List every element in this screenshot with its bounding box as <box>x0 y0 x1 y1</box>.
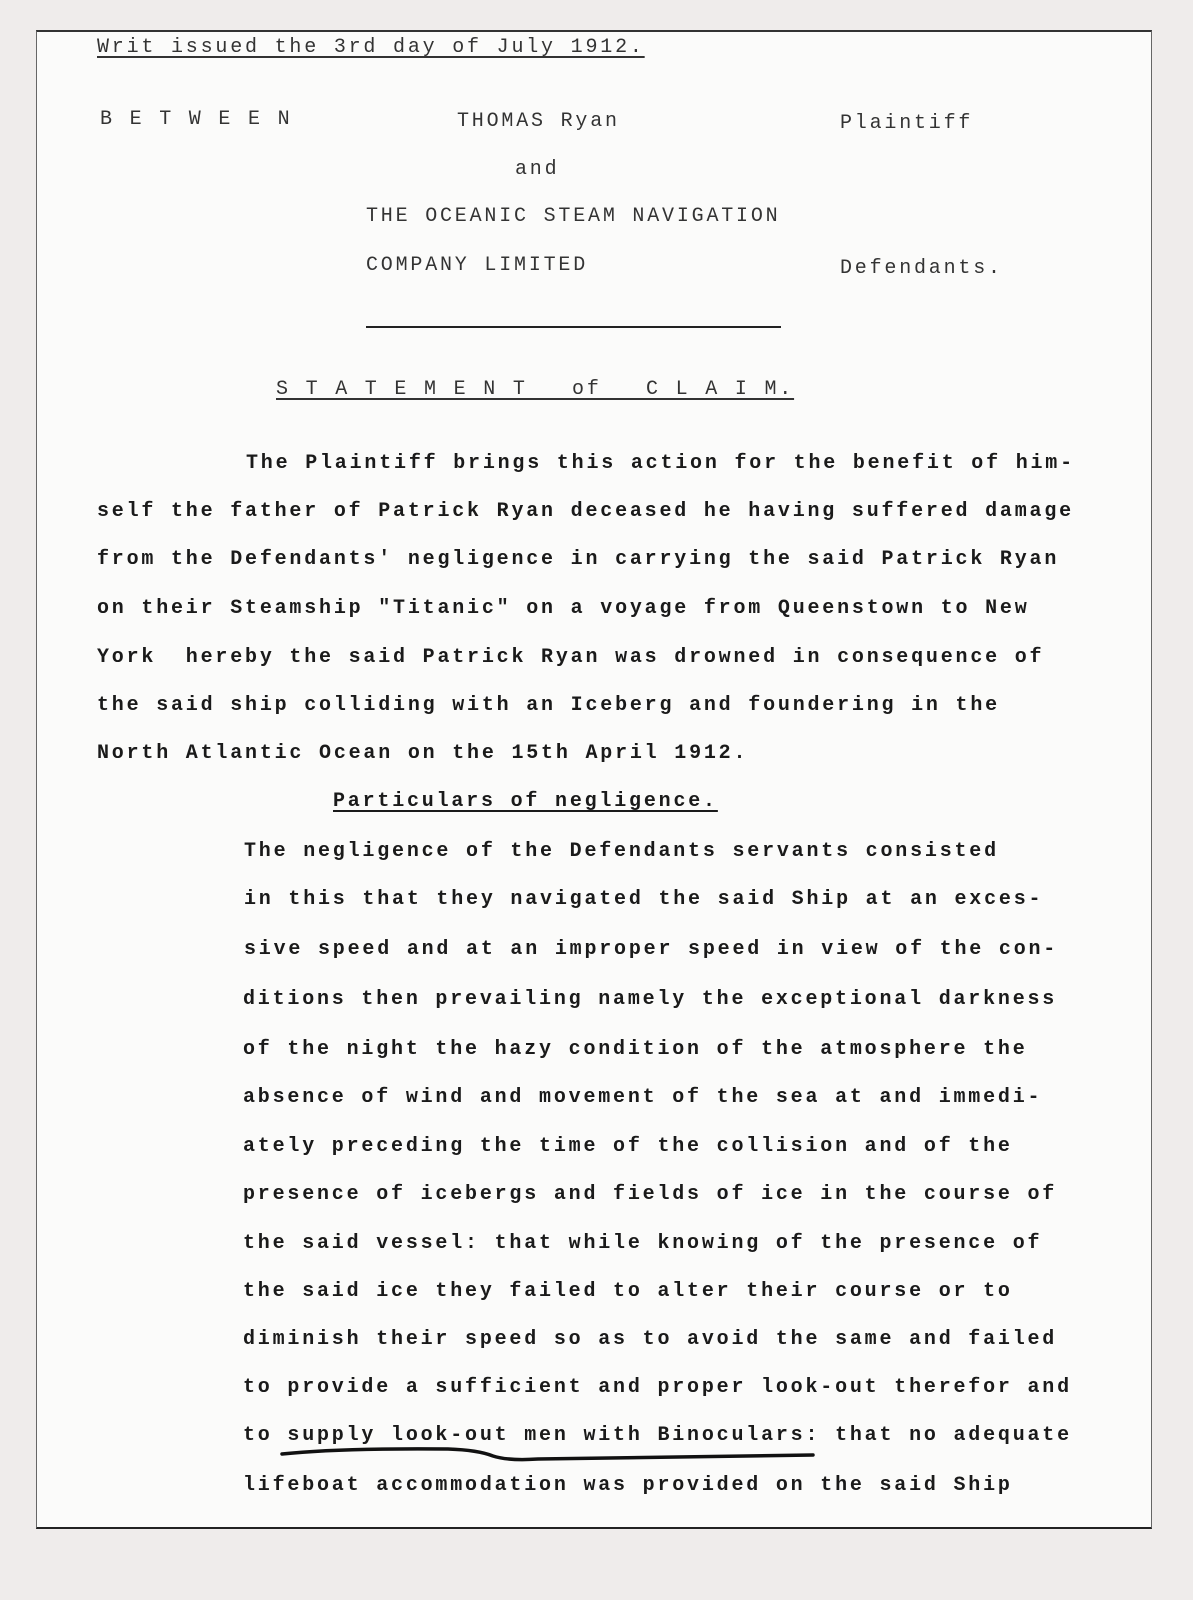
handwritten-underlined-text: supply look-out men with Binoculars: <box>287 1424 821 1447</box>
document-page <box>36 30 1152 1529</box>
text-line: the said ice they failed to alter their course or to <box>243 1280 1013 1303</box>
statement-of-claim-heading: S T A T E M E N T of C L A I M. <box>276 378 795 401</box>
text-span: that no adequate <box>820 1424 1072 1447</box>
text-line: ditions then prevailing namely the exceptional darkness <box>243 988 1058 1011</box>
text-line: The Plaintiff brings this action for the benefit of him- <box>246 452 1075 475</box>
text-line: absence of wind and movement of the sea at and immedi- <box>243 1086 1043 1109</box>
text-line: ately preceding the time of the collision and of the <box>243 1135 1013 1158</box>
text-line: on their Steamship "Titanic" on a voyage from Queenstown to New <box>97 597 1030 620</box>
plaintiff-role: Plaintiff <box>840 112 974 135</box>
separator-rule <box>366 326 781 328</box>
text-line: York hereby the said Patrick Ryan was drowned in consequence of <box>97 646 1045 669</box>
text-line: the said ship colliding with an Iceberg and foundering in the <box>97 694 1000 717</box>
text-line: sive speed and at an improper speed in view of the con- <box>244 938 1059 961</box>
hand-drawn-underline <box>278 1446 818 1466</box>
defendant-name-line1: THE OCEANIC STEAM NAVIGATION <box>366 205 781 228</box>
text-line: from the Defendants' negligence in carrying the said Patrick Ryan <box>97 548 1060 571</box>
text-line: diminish their speed so as to avoid the same and failed <box>243 1328 1058 1351</box>
text-span: to <box>243 1424 288 1447</box>
text-line: North Atlantic Ocean on the 15th April 1912. <box>97 742 749 765</box>
binoculars-line <box>243 1424 1072 1448</box>
and-label: and <box>515 158 560 181</box>
text-line: of the night the hazy condition of the atmosphere the <box>243 1038 1028 1061</box>
text-line: lifeboat accommodation was provided on the said Ship <box>243 1474 1013 1497</box>
text-line: The negligence of the Defendants servants consisted <box>244 840 999 863</box>
text-line: presence of icebergs and fields of ice in the course of <box>243 1183 1058 1206</box>
defendant-name-line2: COMPANY LIMITED <box>366 254 589 277</box>
text-line: the said vessel: that while knowing of the presence of <box>243 1232 1043 1255</box>
defendant-role: Defendants. <box>840 257 1003 280</box>
text-line: to provide a sufficient and proper look-out therefor and <box>243 1376 1072 1399</box>
between-label: B E T W E E N <box>100 108 293 131</box>
writ-issued-line: Writ issued the 3rd day of July 1912. <box>97 36 645 59</box>
text-line: in this that they navigated the said Ship at an exces- <box>244 888 1044 911</box>
text-line: self the father of Patrick Ryan deceased he having suffered damage <box>97 500 1074 523</box>
plaintiff-name: THOMAS Ryan <box>457 110 620 133</box>
particulars-subheading: Particulars of negligence. <box>333 790 718 813</box>
